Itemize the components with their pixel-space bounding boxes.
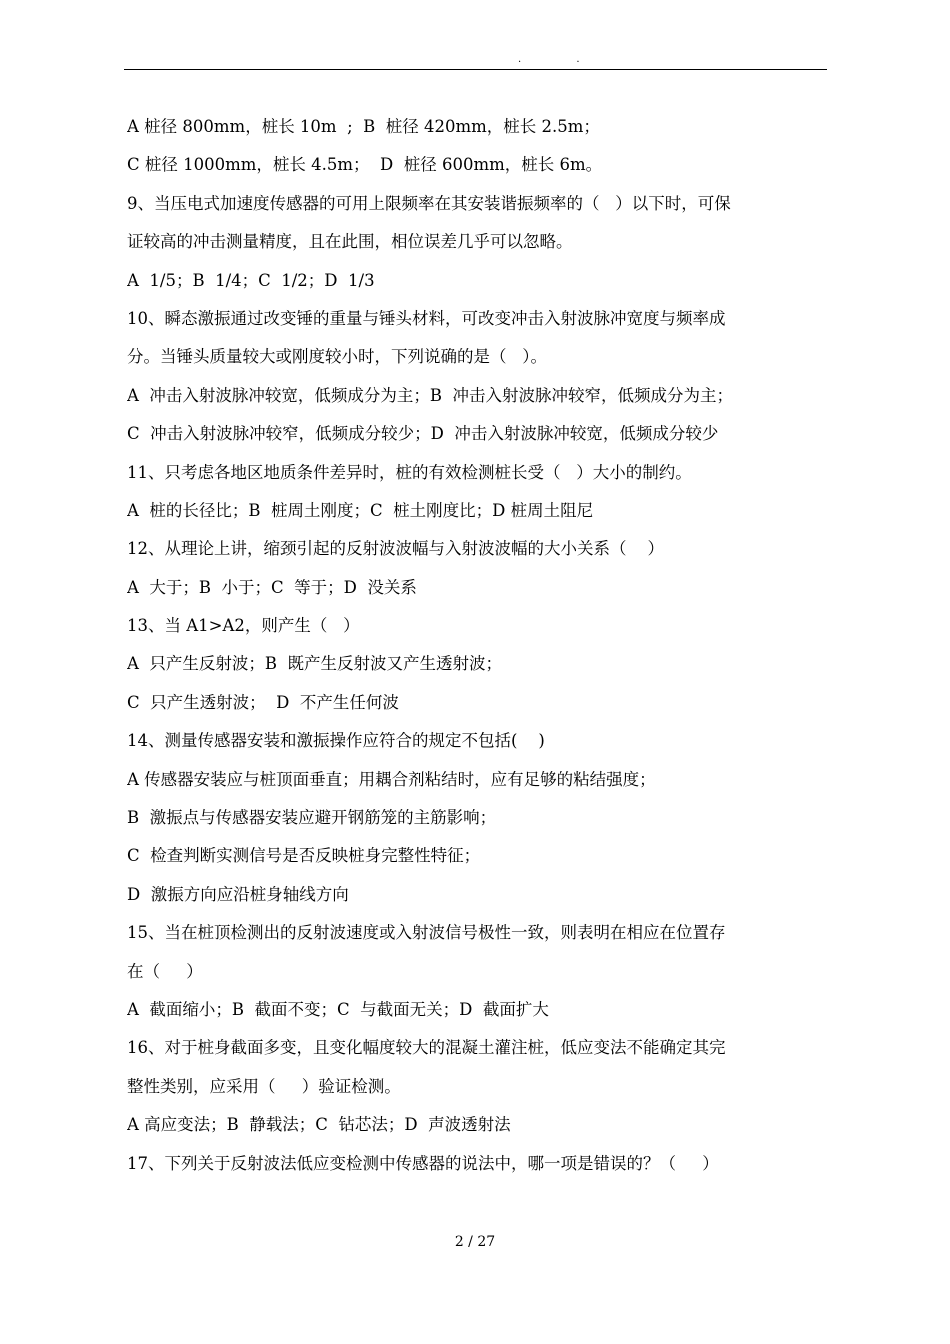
- question-13-options-line-1: A 只产生反射波；B 既产生反射波又产生透射波；: [127, 654, 503, 674]
- header-rule: [124, 69, 827, 70]
- question-12-options: A 大于；B 小于；C 等于；D 没关系: [127, 577, 417, 597]
- question-10-text-line-1: 10、瞬态激振通过改变锤的重量与锤头材料，可改变冲击入射波脉冲宽度与频率成: [127, 308, 726, 328]
- question-11-text: 11、只考虑各地区地质条件差异时，桩的有效检测桩长受（ ）大小的制约。: [127, 462, 692, 482]
- question-8-option-line-2: C 桩径 1000mm，桩长 4.5m； D 桩径 600mm，桩长 6m。: [127, 155, 603, 175]
- question-15-text-line-1: 15、当在桩顶检测出的反射波速度或入射波信号极性一致，则表明在相应在位置存: [127, 923, 726, 943]
- question-9-text-line-1: 9、当压电式加速度传感器的可用上限频率在其安装谐振频率的（ ）以下时，可保: [127, 193, 731, 213]
- question-14-option-b: B 激振点与传感器安装应避开钢筋笼的主筋影响；: [127, 808, 497, 828]
- question-11-options: A 桩的长径比；B 桩周土刚度；C 桩土刚度比；D 桩周土阻尼: [127, 500, 594, 520]
- question-16-options: A 高应变法；B 静载法；C 钻芯法；D 声波透射法: [127, 1115, 511, 1135]
- question-14-text: 14、测量传感器安装和激振操作应符合的规定不包括( ): [127, 731, 545, 751]
- question-10-options-line-1: A 冲击入射波脉冲较宽，低频成分为主；B 冲击入射波脉冲较窄，低频成分为主；: [127, 385, 734, 405]
- page-number: 2 / 27: [454, 1234, 496, 1250]
- question-16-text-line-1: 16、对于桩身截面多变，且变化幅度较大的混凝土灌注桩，低应变法不能确定其完: [127, 1038, 726, 1058]
- question-8-option-line-1: A 桩径 800mm，桩长 10m ; B 桩径 420mm，桩长 2.5m；: [127, 117, 600, 136]
- question-9-options: A 1/5；B 1/4；C 1/2；D 1/3: [127, 270, 375, 290]
- header-dots: . .: [518, 54, 606, 65]
- question-17-text: 17、下列关于反射波法低应变检测中传感器的说法中，哪一项是错误的？（ ）: [127, 1153, 719, 1173]
- question-14-option-c: C 检查判断实测信号是否反映桩身完整性特征；: [127, 846, 481, 866]
- question-14-option-a: A 传感器安装应与桩顶面垂直；用耦合剂粘结时，应有足够的粘结强度；: [127, 769, 656, 789]
- question-15-text-line-2: 在（ ）: [127, 961, 203, 981]
- question-15-options: A 截面缩小；B 截面不变；C 与截面无关；D 截面扩大: [127, 999, 549, 1019]
- document-body: [127, 108, 827, 1183]
- question-12-text: 12、从理论上讲，缩颈引起的反射波波幅与入射波波幅的大小关系（ ）: [127, 539, 664, 559]
- question-9-text-line-2: 证较高的冲击测量精度，且在此围，相位误差几乎可以忽略。: [127, 232, 573, 252]
- question-10-options-line-2: C 冲击入射波脉冲较窄，低频成分较少；D 冲击入射波脉冲较宽，低频成分较少: [127, 424, 719, 444]
- question-16-text-line-2: 整性类别，应采用（ ）验证检测。: [127, 1076, 401, 1096]
- question-13-text: 13、当 A1>A2，则产生（ ）: [127, 616, 360, 636]
- question-14-option-d: D 激振方向应沿桩身轴线方向: [127, 884, 349, 904]
- question-13-options-line-2: C 只产生透射波； D 不产生任何波: [127, 692, 399, 712]
- question-10-text-line-2: 分。当锤头质量较大或刚度较小时，下列说确的是（ ）。: [127, 347, 547, 367]
